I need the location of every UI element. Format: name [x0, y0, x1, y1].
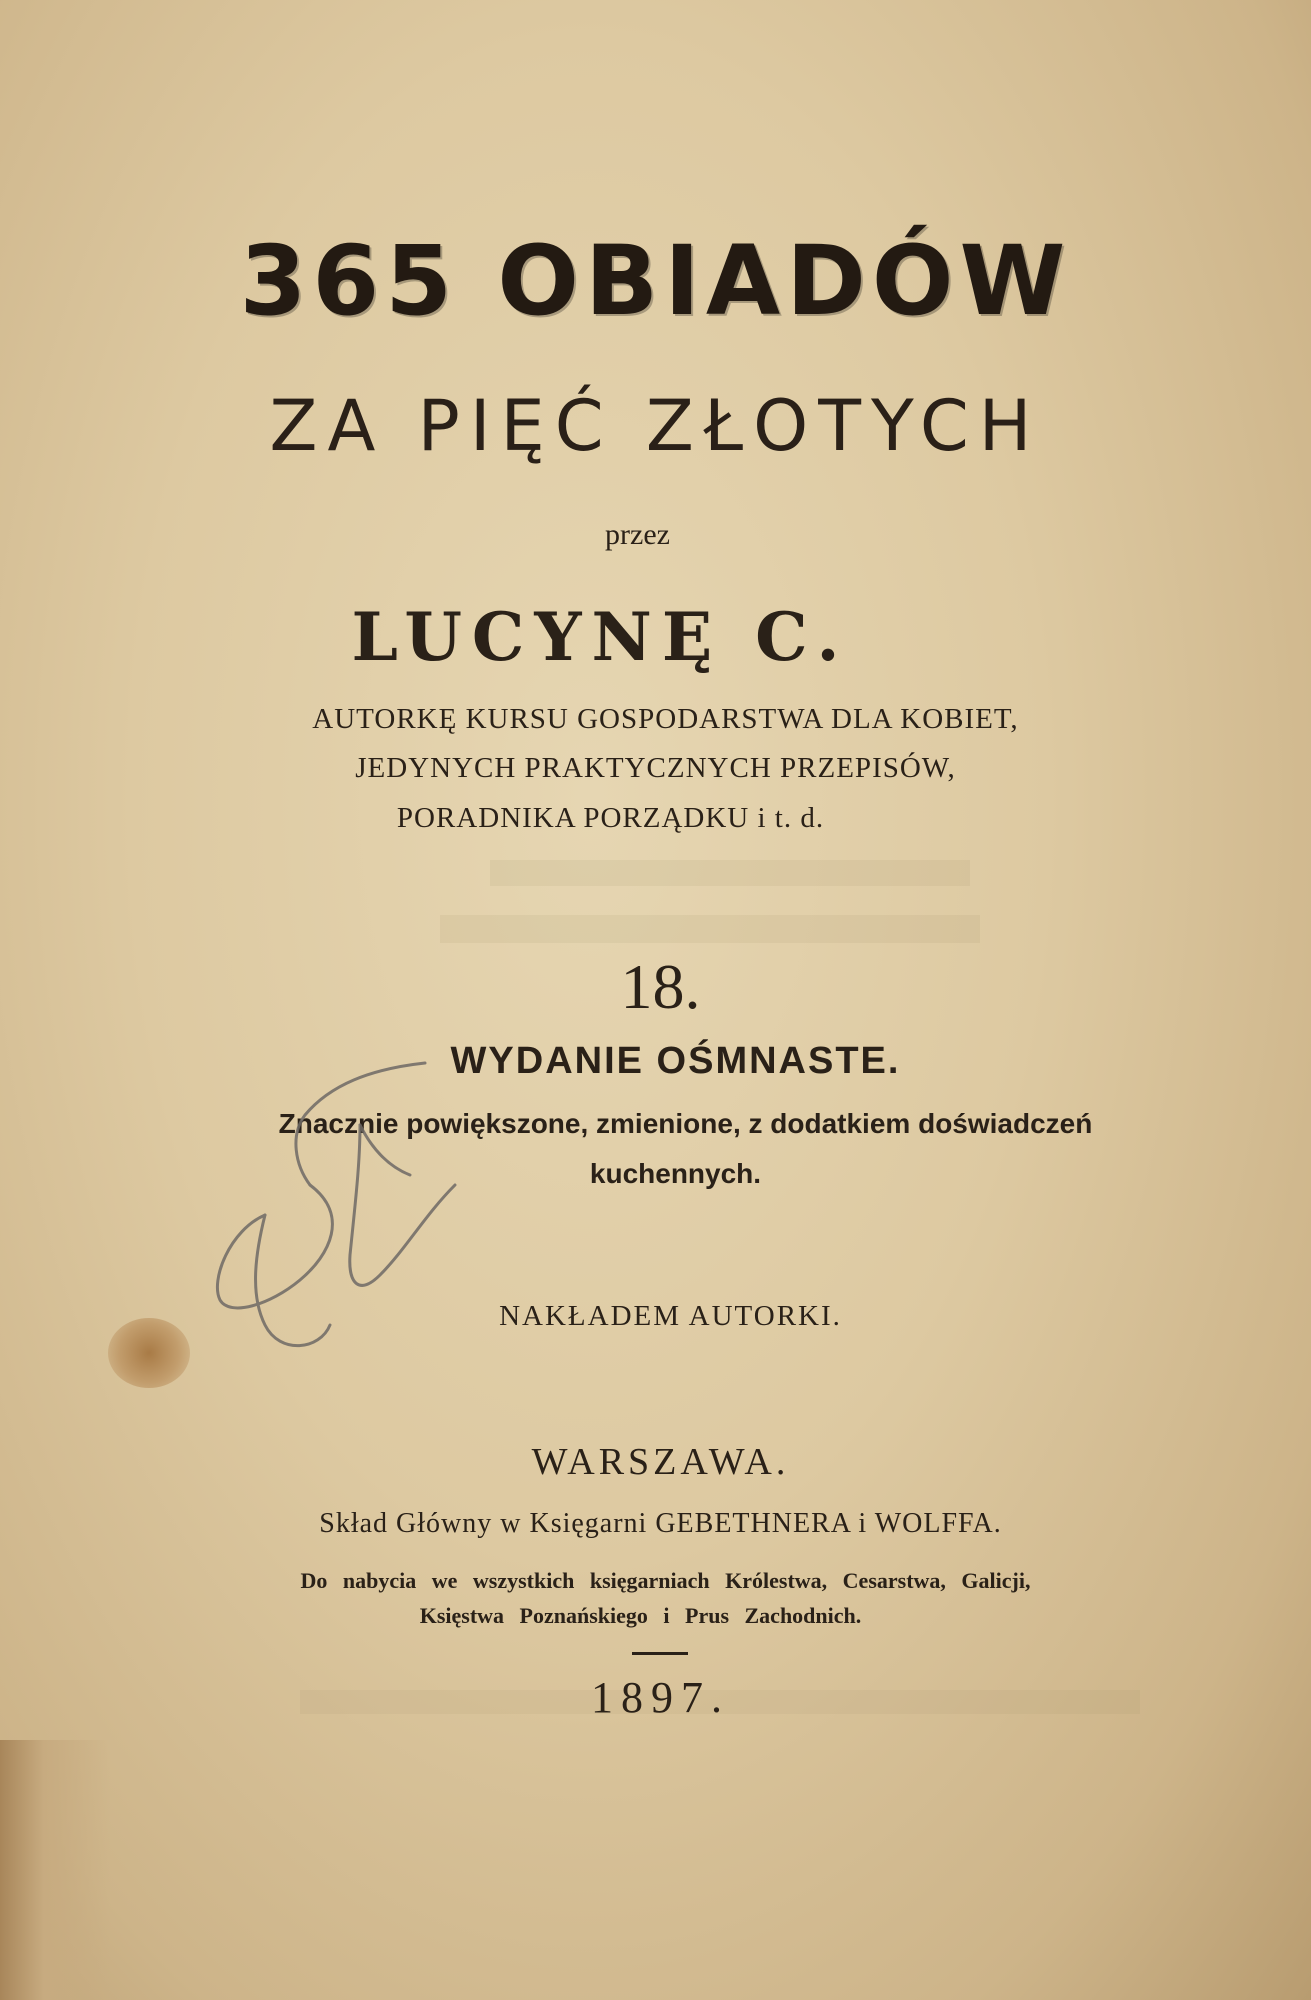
- divider-rule: [632, 1652, 688, 1655]
- edition-description-line: kuchennych.: [589, 1158, 762, 1189]
- main-store: Skład Główny w Księgarni GEBETHNERA i WOLFFA.: [319, 1508, 1002, 1539]
- author-works-line: PORADNIKA PORZĄDKU i t. d.: [396, 802, 825, 834]
- by-label: przez: [605, 518, 670, 551]
- publication-year: 1897.: [591, 1673, 730, 1722]
- bleed-through-mark: [440, 915, 980, 943]
- title-line-1: 365 OBIADÓW: [239, 225, 1072, 337]
- bleed-through-mark: [490, 860, 970, 886]
- handwritten-shelf-mark: [210, 1055, 470, 1375]
- city: WARSZAWA.: [531, 1441, 790, 1483]
- author-name: LUCYNĘ C.: [351, 598, 850, 676]
- author-works-line: AUTORKĘ KURSU GOSPODARSTWA DLA KOBIET,: [312, 703, 1019, 735]
- title-line-2: ZA PIĘĆ ZŁOTYCH: [269, 385, 1042, 467]
- worn-edge: [0, 1740, 110, 2000]
- availability-line: Do nabycia we wszystkich księgarniach Królestwa, Cesarstwa, Galicji,: [300, 1568, 1031, 1593]
- edition-number: 18.: [620, 951, 701, 1022]
- edition-description-line: Znacznie powiększone, zmienione, z dodatkiem doświadczeń: [278, 1108, 1093, 1139]
- author-works-line: JEDYNYCH PRAKTYCZNYCH PRZEPISÓW,: [355, 752, 956, 784]
- publisher-note: NAKŁADEM AUTORKI.: [499, 1300, 842, 1332]
- edition-label: WYDANIE OŚMNASTE.: [450, 1040, 901, 1082]
- availability-line: Księstwa Poznańskiego i Prus Zachodnich.: [419, 1603, 862, 1628]
